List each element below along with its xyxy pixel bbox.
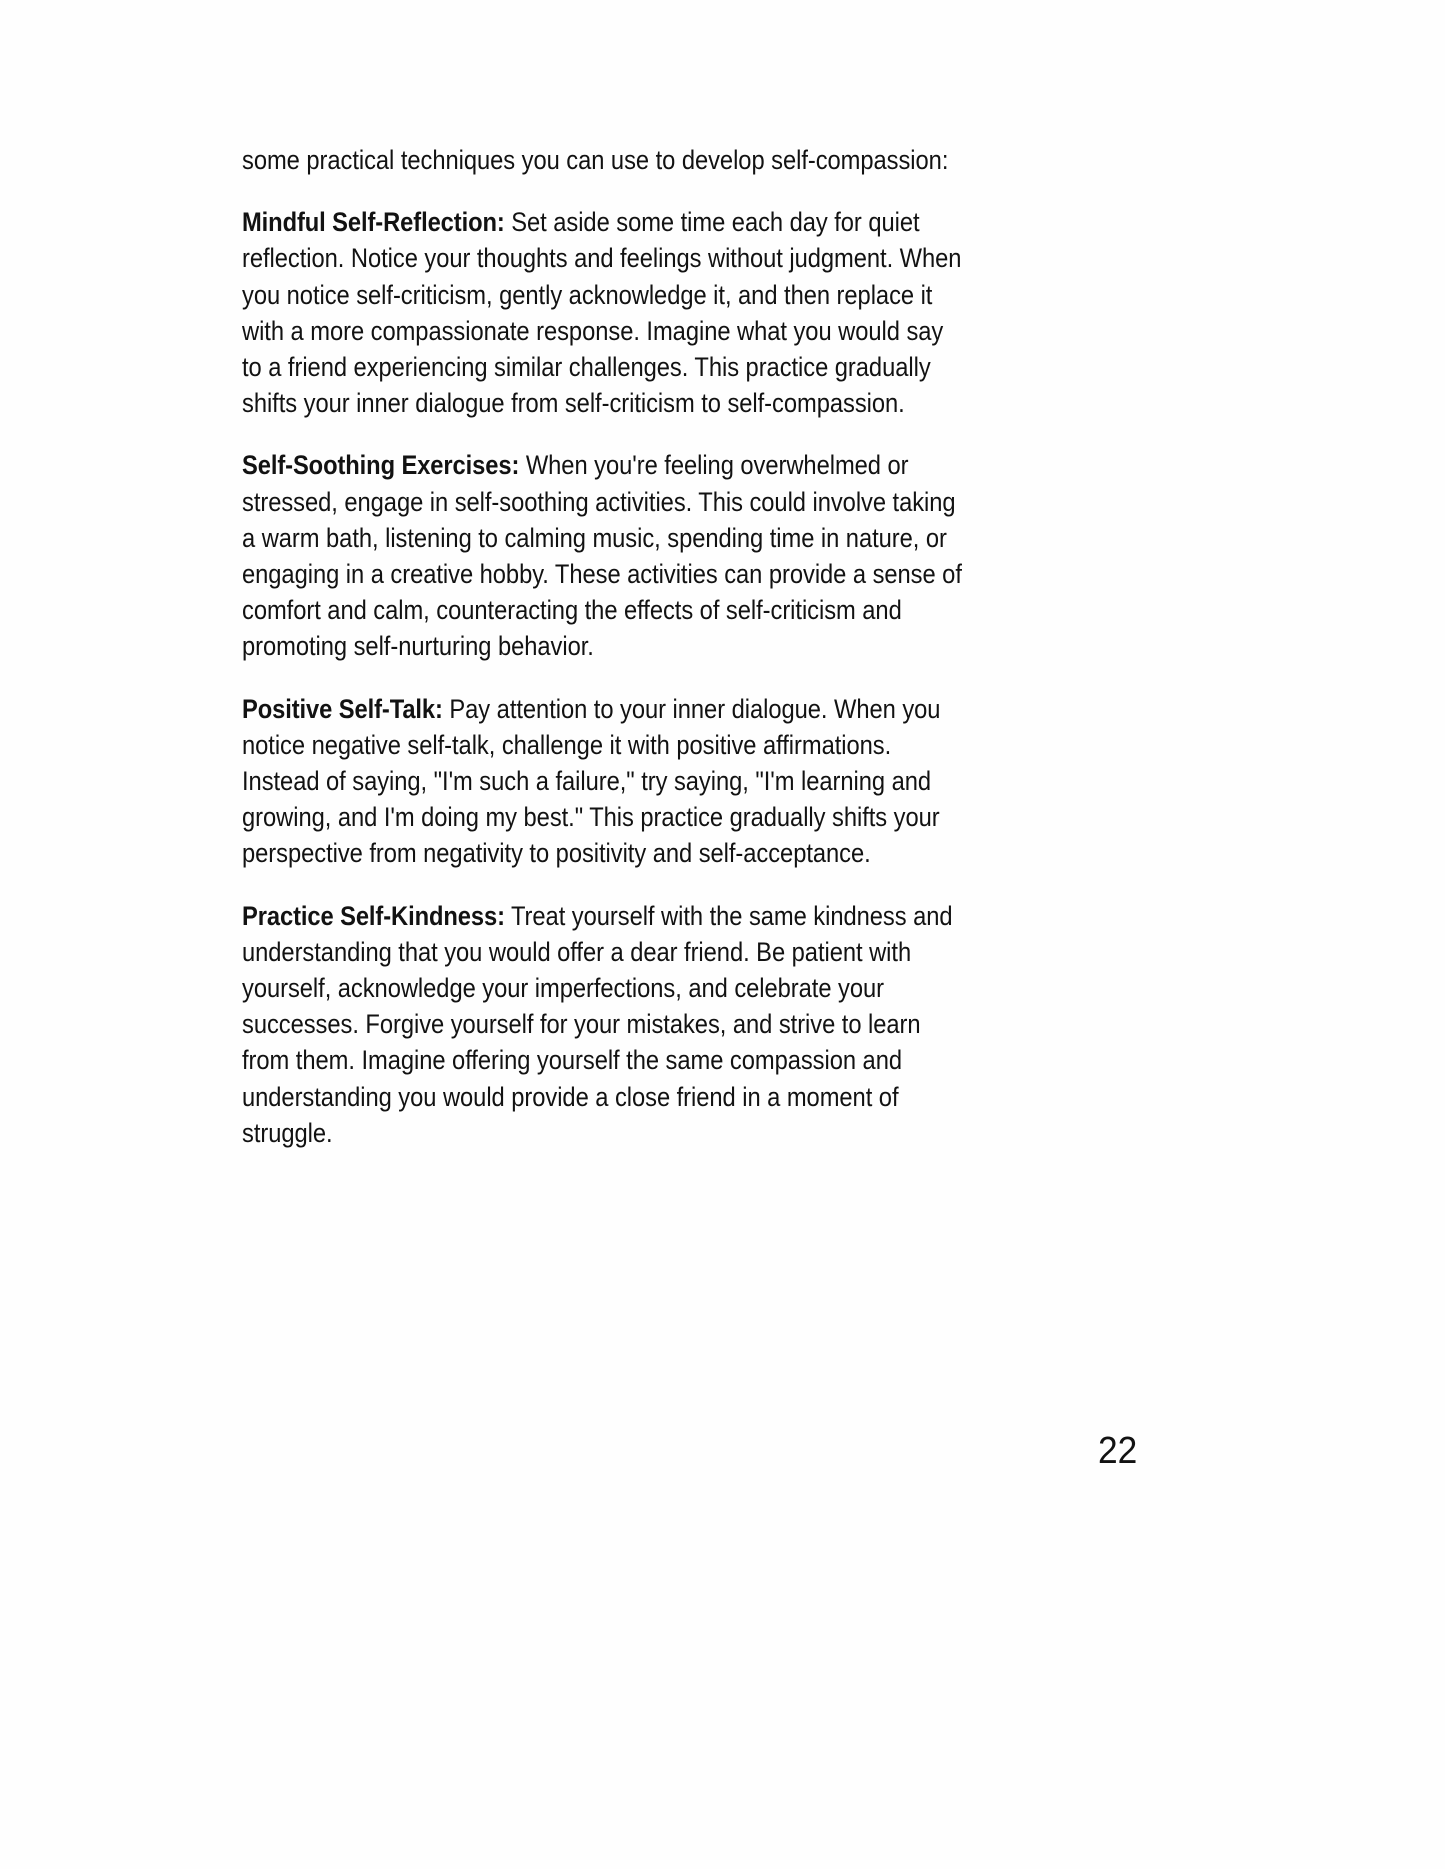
- paragraph-intro-continuation: [242, 142, 968, 178]
- paragraph-positive-self-talk: [242, 691, 968, 872]
- page-number: 22: [1097, 1430, 1137, 1472]
- paragraph-body: Treat yourself with the same kindness and understanding that you would offer a dear friend. Be patient with yourself, acknowledge your imperfections, and celebrate your successes. Forgive yourself for your mistakes, and strive to learn from them. Imagine offering yourself the same compassion and understanding you would provide a close friend in a moment of struggle.: [242, 900, 953, 1148]
- paragraph-lead-label: Positive Self-Talk:: [242, 693, 443, 724]
- paragraph-body: some practical techniques you can use to develop self-compassion:: [242, 145, 949, 175]
- paragraph-body: Pay attention to your inner dialogue. When you notice negative self-talk, challenge it with positive affirmations. Instead of saying, "I'm such a failure," try saying, "I'm learning and growing, and I'm doing my best." This practice gradually shifts your perspective from negativity to positivity and self-acceptance.: [242, 693, 941, 869]
- body-text-column: [242, 142, 968, 1151]
- paragraph-body: Set aside some time each day for quiet reflection. Notice your thoughts and feelings without judgment. When you notice self-criticism, gently acknowledge it, and then replace it with a more compassionate response. Imagine what you would say to a friend experiencing similar challenges. This practice gradually shifts your inner dialogue from self-criticism to self-compassion.: [242, 207, 962, 419]
- paragraph-mindful-self-reflection: [242, 204, 968, 421]
- paragraph-self-soothing-exercises: [242, 447, 968, 664]
- paragraph-practice-self-kindness: [242, 898, 968, 1151]
- paragraph-lead-label: Mindful Self-Reflection:: [242, 207, 505, 238]
- paragraph-body: When you're feeling overwhelmed or stressed, engage in self-soothing activities. This could involve taking a warm bath, listening to calming music, spending time in nature, or engaging in a creative hobby. These activities can provide a sense of comfort and calm, counteracting the effects of self-criticism and promoting self-nurturing behavior.: [242, 450, 962, 662]
- paragraph-lead-label: Self-Soothing Exercises:: [242, 450, 520, 481]
- paragraph-lead-label: Practice Self-Kindness:: [242, 900, 505, 931]
